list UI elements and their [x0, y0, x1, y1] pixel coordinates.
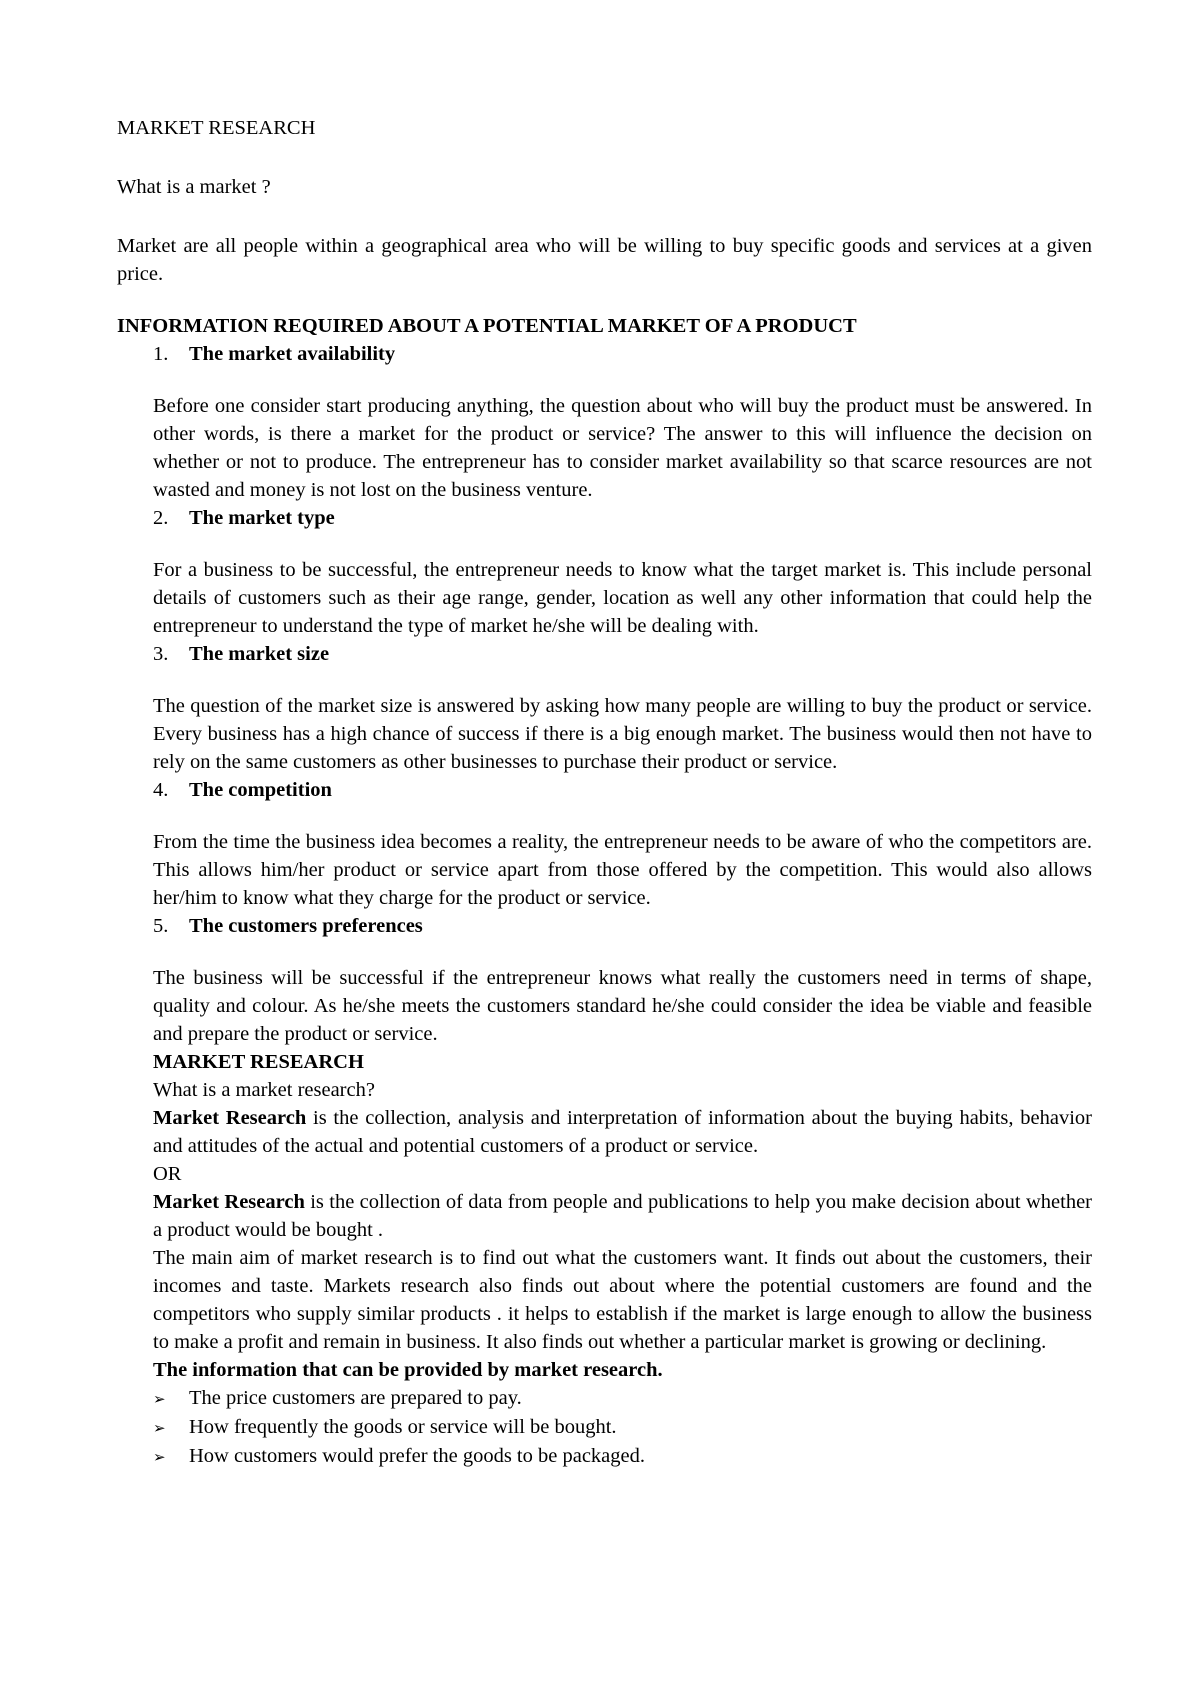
definition-text: is the collection, analysis and interpretation of information about the buying habits, behavior and attitudes of the actual and potential customers of a product or service. — [153, 1107, 1093, 1157]
item-number: 5. — [153, 915, 169, 937]
arrowhead-bullet-icon: ➢ — [153, 1419, 166, 1437]
bullet-text: How customers would prefer the goods to be packaged. — [189, 1445, 645, 1467]
info-provided-heading: The information that can be provided by market research. — [153, 1359, 663, 1381]
bullet-text: How frequently the goods or service will be bought. — [189, 1416, 617, 1438]
item-body: For a business to be successful, the entrepreneur needs to know what the target market is. This include personal details of customers such as their age range, gender, location as well any other information that could help the entrepreneur to understand the type of market he/she will be dealing with. — [153, 559, 1092, 637]
definition-1 — [153, 1104, 1092, 1160]
definition-text: is the collection of data from people and publications to help you make decision about whether a product would be bought . — [153, 1191, 1093, 1241]
definition-2 — [153, 1188, 1092, 1244]
item-body: The business will be successful if the entrepreneur knows what really the customers need in terms of shape, quality and colour. As he/she meets the customers standard he/she could consider the idea be viable and feasible and prepare the product or service. — [153, 967, 1092, 1045]
arrowhead-bullet-icon: ➢ — [153, 1448, 166, 1466]
item-number: 2. — [153, 507, 169, 529]
item-heading — [117, 776, 1092, 804]
item-heading — [117, 340, 1092, 368]
main-aim-paragraph: The main aim of market research is to find out what the customers want. It finds out about the customers, their incomes and taste. Markets research also finds out about where the potential customers are found and the competitors who supply similar products . it helps to establish if the market is large enough to allow the business to make a profit and remain in business. It also finds out whether a particular market is growing or declining. — [153, 1247, 1092, 1353]
item-heading-text: The market size — [189, 643, 330, 665]
section-heading: MARKET RESEARCH — [153, 1051, 364, 1073]
item-heading-text: The competition — [189, 779, 332, 801]
info-required-heading: INFORMATION REQUIRED ABOUT A POTENTIAL MARKET OF A PRODUCT — [117, 315, 857, 337]
item-heading — [117, 912, 1092, 940]
item-heading-text: The customers preferences — [189, 915, 423, 937]
item-number: 3. — [153, 643, 169, 665]
item-number: 4. — [153, 779, 169, 801]
market-definition: Market are all people within a geographical area who will be willing to buy specific goods and services at a given price. — [117, 235, 1092, 285]
item-body: The question of the market size is answered by asking how many people are willing to buy the product or service. Every business has a high chance of success if there is a big enough market. The business would then not have to rely on the same customers as other businesses to purchase their product or service. — [153, 695, 1092, 773]
item-heading — [117, 640, 1092, 668]
item-body: Before one consider start producing anything, the question about who will buy the product must be answered. In other words, is there a market for the product or service? The answer to this will influence the decision on whether or not to produce. The entrepreneur has to consider market availability so that scarce resources are not wasted and money is not lost on the business venture. — [153, 395, 1092, 501]
item-heading-text: The market availability — [189, 343, 396, 365]
market-research-section — [117, 1048, 1092, 1471]
definition-term: Market Research — [153, 1191, 305, 1213]
definition-term: Market Research — [153, 1107, 307, 1129]
bullet-item — [153, 1384, 1092, 1413]
market-question: What is a market ? — [117, 176, 271, 198]
section-question: What is a market research? — [153, 1079, 375, 1101]
item-number: 1. — [153, 343, 169, 365]
bullet-text: The price customers are prepared to pay. — [189, 1387, 522, 1409]
arrowhead-bullet-icon: ➢ — [153, 1390, 166, 1408]
or-separator: OR — [153, 1163, 182, 1185]
document-body — [117, 114, 1092, 1471]
item-body: From the time the business idea becomes a reality, the entrepreneur needs to be aware of who the competitors are. This allows him/her product or service apart from those offered by the competition. This would also allows her/him to know what they charge for the product or service. — [153, 831, 1092, 909]
document-title: MARKET RESEARCH — [117, 117, 316, 139]
bullet-item — [153, 1442, 1092, 1471]
item-heading — [117, 504, 1092, 532]
bullet-item — [153, 1413, 1092, 1442]
item-heading-text: The market type — [189, 507, 335, 529]
